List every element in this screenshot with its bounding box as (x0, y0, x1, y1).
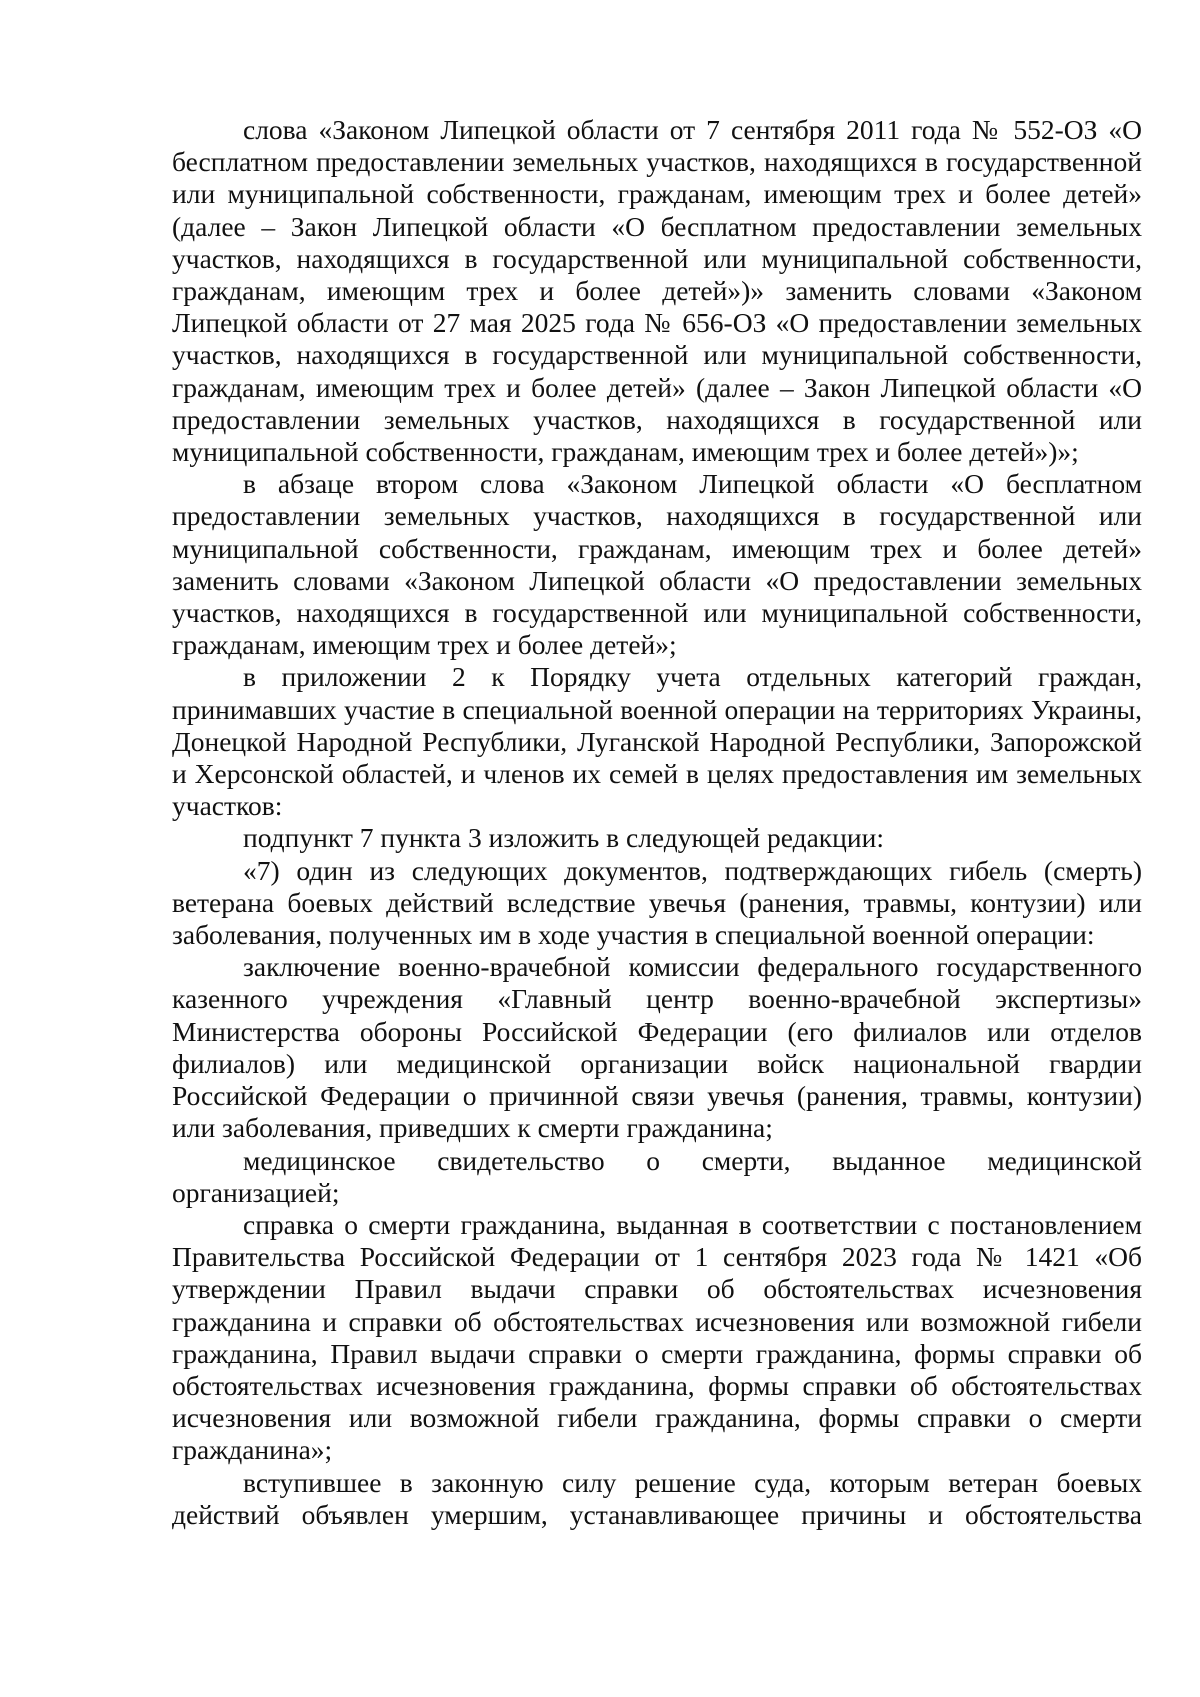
paragraph-law-replacement: слова «Законом Липецкой области от 7 сентября 2011 года № 552-ОЗ «О бесплатном предоставлении земельных участков, находящихся в государственной или муниципальной собственности, гражданам, имеющим трех и более детей» (далее – Закон Липецкой области «О бесплатном предоставлении земельных участков, находящихся в государственной или муниципальной собственности, гражданам, имеющим трех и более детей»)» заменить словами «Законом Липецкой области от 27 мая 2025 года № 656-ОЗ «О предоставлении земельных участков, находящихся в государственной или муниципальной собственности, гражданам, имеющим трех и более детей» (далее – Закон Липецкой области «О предоставлении земельных участков, находящихся в государственной или муниципальной собственности, гражданам, имеющим трех и более детей»)»; (172, 114, 1142, 468)
paragraph-subpoint-7: подпункт 7 пункта 3 изложить в следующей редакции: (243, 822, 884, 854)
paragraph-documents-list: «7) один из следующих документов, подтверждающих гибель (смерть) ветерана боевых действий вследствие увечья (ранения, травмы, контузии) или заболевания, полученных им в ходе участия в специальной военной операции: (172, 854, 1142, 951)
paragraph-death-certificate: медицинское свидетельство о смерти, выданное медицинской организацией; (172, 1144, 1142, 1208)
paragraph-second-abzac: в абзаце втором слова «Законом Липецкой области «О бесплатном предоставлении земельных участков, находящихся в государственной или муниципальной собственности, гражданам, имеющим трех и более детей» заменить словами «Законом Липецкой области «О предоставлении земельных участков, находящихся в государственной или муниципальной собственности, гражданам, имеющим трех и более детей»; (172, 468, 1142, 661)
paragraph-death-reference: справка о смерти гражданина, выданная в соответствии с постановлением Правительства Российской Федерации от 1 сентября 2023 года № 1421 «Об утверждении Правил выдачи справки об обстоятельствах исчезновения гражданина и справки об обстоятельствах исчезновения или возможной гибели гражданина, Правил выдачи справки о смерти гражданина, формы справки об обстоятельствах исчезновения гражданина, формы справки об обстоятельствах исчезновения или возможной гибели гражданина, формы справки о смерти гражданина»; (172, 1208, 1142, 1466)
paragraph-appendix-2: в приложении 2 к Порядку учета отдельных категорий граждан, принимавших участие в специальной военной операции на территориях Украины, Донецкой Народной Республики, Луганской Народной Республики, Запорожской и Херсонской областей, и членов их семей в целях предоставления им земельных участков: (172, 661, 1142, 822)
paragraph-medical-commission: заключение военно-врачебной комиссии федерального государственного казенного учреждения «Главный центр военно-врачебной экспертизы» Министерства обороны Российской Федерации (его филиалов или отделов филиалов) или медицинской организации войск национальной гвардии Российской Федерации о причинной связи увечья (ранения, травмы, контузии) или заболевания, приведших к смерти гражданина; (172, 951, 1142, 1144)
document-body (172, 114, 1142, 1531)
paragraph-court-decision: вступившее в законную силу решение суда, которым ветеран боевых действий объявлен умершим, устанавливающее причины и обстоятельства (172, 1466, 1142, 1530)
